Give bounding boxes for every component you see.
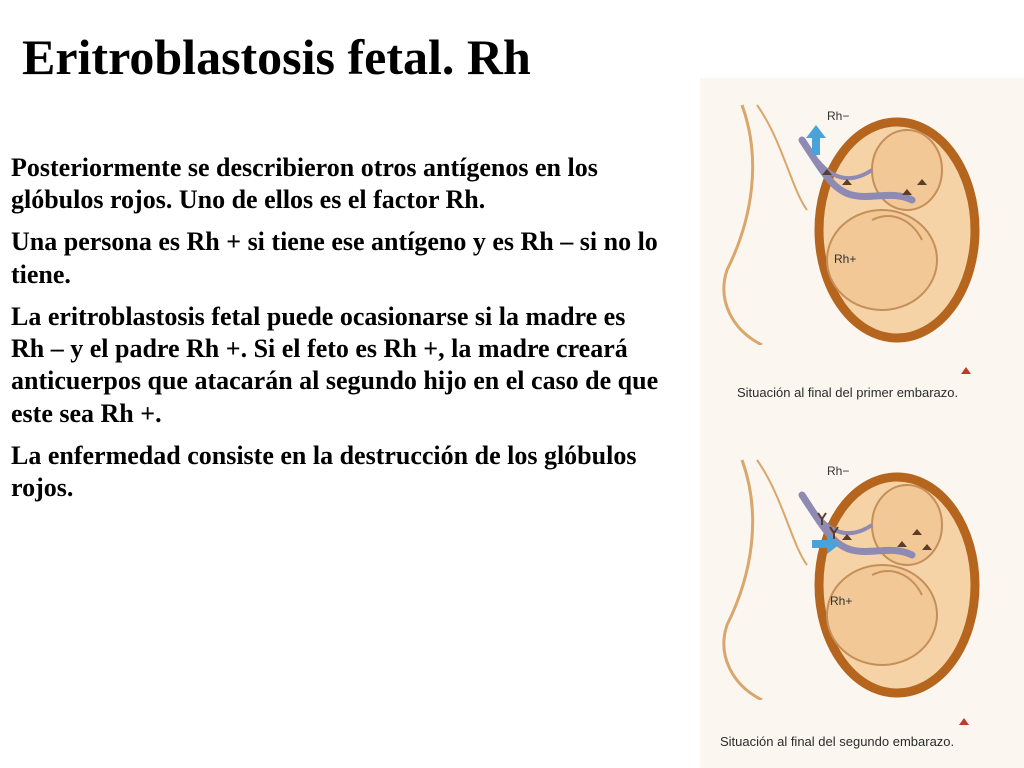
caption-first: Situación al final del primer embarazo. [737,385,959,400]
pregnancy-diagram-second [722,455,982,700]
paragraph-rh-definition: Una persona es Rh + si tiene ese antígeno y es Rh – si no lo tiene. [11,227,658,289]
page-title: Eritroblastosis fetal. Rh [22,29,531,85]
mother-rh-label-second: Rh− [827,464,850,478]
mother-rh-label-first: Rh− [827,109,850,123]
caption-second: Situación al final del segundo embarazo. [720,734,955,749]
pregnancy-diagram-first [722,100,982,345]
fetus-rh-label-second: Rh+ [830,594,853,608]
paragraph-disease: La enfermedad consiste en la destrucción de los glóbulos rojos. [11,440,637,503]
body-text [11,152,661,514]
caption-marker-icon [959,718,969,725]
caption-marker-icon [961,367,971,374]
paragraph-antigens: Posteriormente se describieron otros antígenos en los glóbulos rojos. Uno de ellos es el factor Rh. [11,153,598,215]
paragraph-cause: La eritroblastosis fetal puede ocasionarse si la madre es Rh – y el padre Rh +. Si el feto es Rh +, la madre creará anticuerpos que atacarán al segundo hijo en el caso de que este sea Rh +. [11,301,659,428]
fetus-rh-label-first: Rh+ [834,252,857,266]
